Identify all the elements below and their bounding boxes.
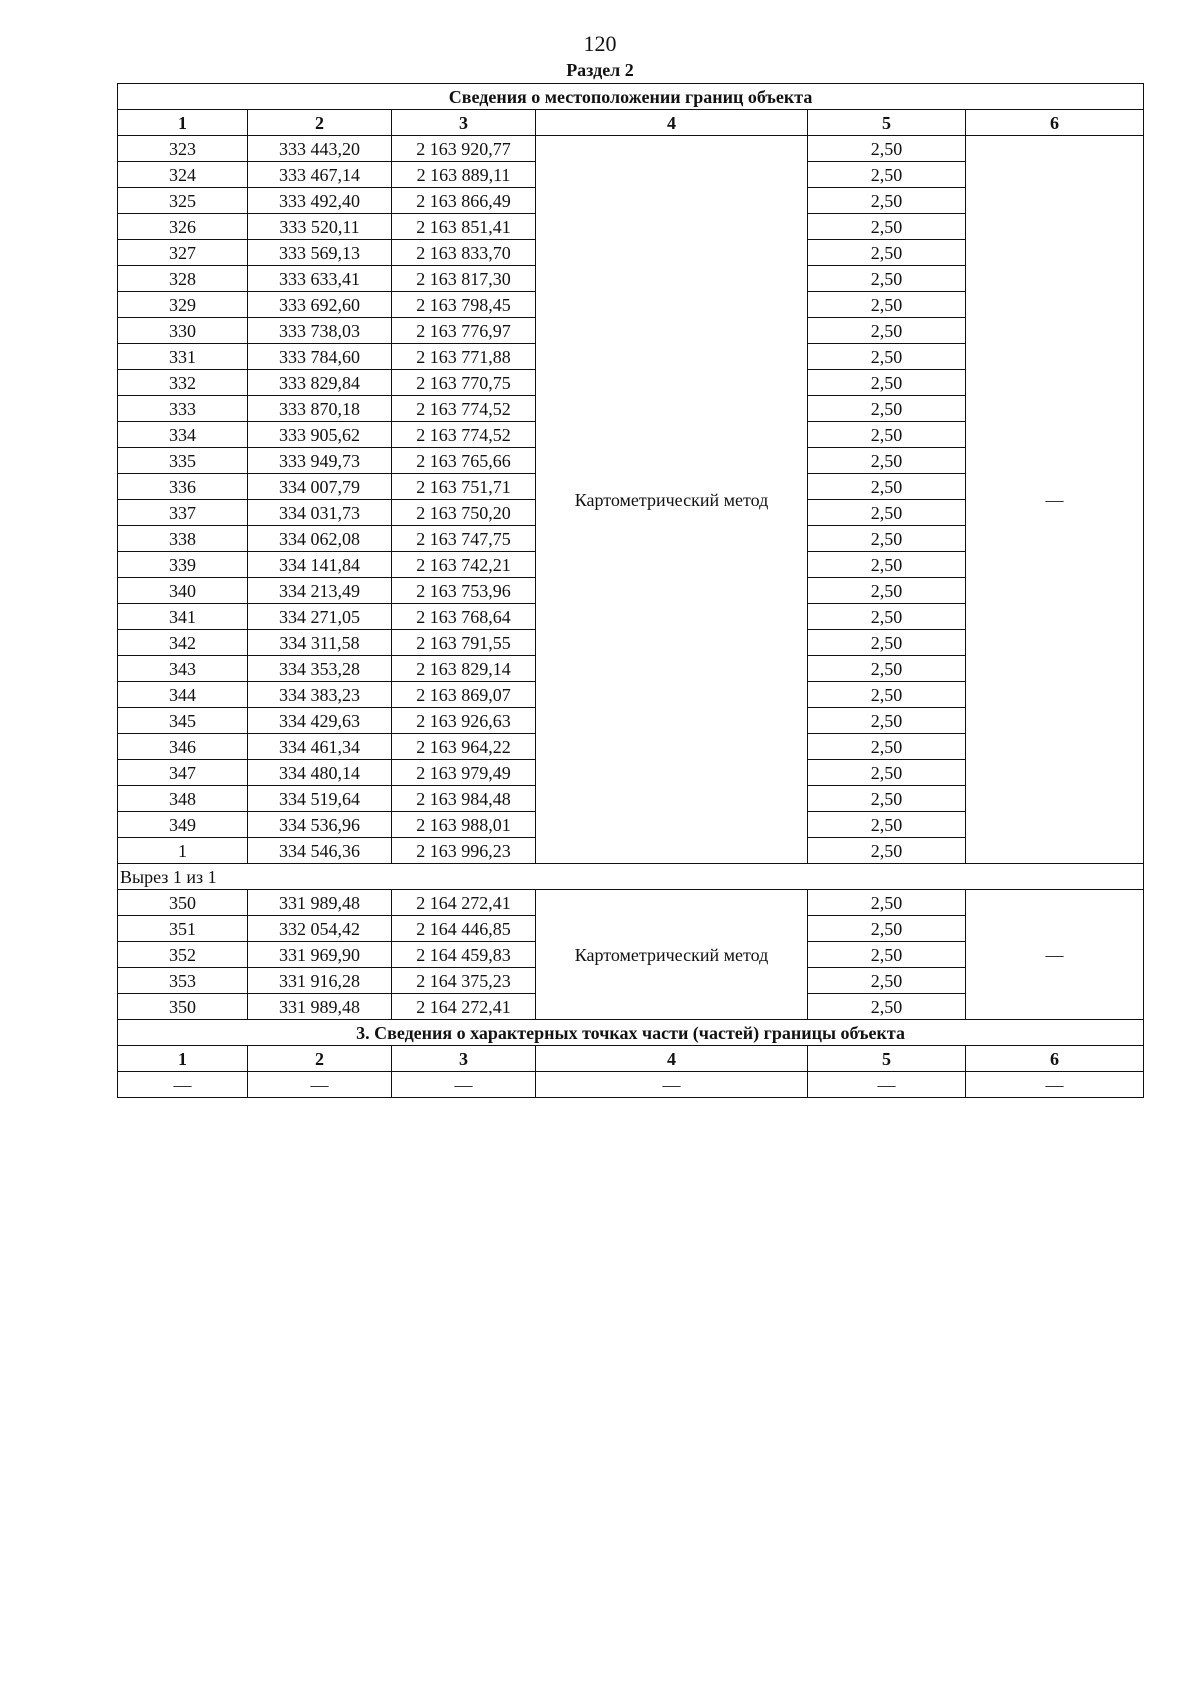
coordinate-y: 2 163 964,22 <box>392 734 536 760</box>
subsection-label: Вырез 1 из 1 <box>118 864 1144 890</box>
accuracy-value: 2,50 <box>808 942 966 968</box>
coordinate-y: 2 163 791,55 <box>392 630 536 656</box>
point-number: 339 <box>118 552 248 578</box>
point-number: 353 <box>118 968 248 994</box>
point-number: 347 <box>118 760 248 786</box>
coordinate-y: 2 164 272,41 <box>392 890 536 916</box>
accuracy-value: 2,50 <box>808 188 966 214</box>
section3-title-row <box>118 1020 1144 1046</box>
coordinate-y: 2 164 446,85 <box>392 916 536 942</box>
coordinate-y: 2 163 984,48 <box>392 786 536 812</box>
point-number: 338 <box>118 526 248 552</box>
column-header: 4 <box>536 110 808 136</box>
coordinate-y: 2 163 920,77 <box>392 136 536 162</box>
coordinate-y: 2 163 753,96 <box>392 578 536 604</box>
table-title: Сведения о местоположении границ объекта <box>118 84 1144 110</box>
column-header: 6 <box>966 110 1144 136</box>
point-number: 328 <box>118 266 248 292</box>
accuracy-value: 2,50 <box>808 994 966 1020</box>
coordinate-x: 331 969,90 <box>248 942 392 968</box>
accuracy-value: 2,50 <box>808 422 966 448</box>
accuracy-value: 2,50 <box>808 552 966 578</box>
coordinate-y: 2 163 926,63 <box>392 708 536 734</box>
point-number: 350 <box>118 994 248 1020</box>
page-number: 120 <box>583 31 617 56</box>
section3-header-row <box>118 1046 1144 1072</box>
point-number: 1 <box>118 838 248 864</box>
point-number: 334 <box>118 422 248 448</box>
point-number: 336 <box>118 474 248 500</box>
coordinate-x: 333 738,03 <box>248 318 392 344</box>
accuracy-value: 2,50 <box>808 578 966 604</box>
column-header-row <box>118 110 1144 136</box>
table-title-row <box>118 84 1144 110</box>
coordinate-y: 2 163 771,88 <box>392 344 536 370</box>
coordinate-y: 2 163 866,49 <box>392 188 536 214</box>
coordinate-y: 2 163 770,75 <box>392 370 536 396</box>
coordinate-x: 331 989,48 <box>248 994 392 1020</box>
coordinate-x: 334 062,08 <box>248 526 392 552</box>
block1-method: Картометрический метод <box>536 136 808 864</box>
column-header: 2 <box>248 110 392 136</box>
coordinate-x: 331 916,28 <box>248 968 392 994</box>
table-row <box>118 890 1144 916</box>
point-number: 349 <box>118 812 248 838</box>
coordinate-x: 334 480,14 <box>248 760 392 786</box>
coordinate-x: 334 461,34 <box>248 734 392 760</box>
coordinate-x: 333 692,60 <box>248 292 392 318</box>
column-header: 3 <box>392 110 536 136</box>
point-number: 342 <box>118 630 248 656</box>
column-header: 4 <box>536 1046 808 1072</box>
coordinate-y: 2 163 751,71 <box>392 474 536 500</box>
coordinate-y: 2 163 798,45 <box>392 292 536 318</box>
coordinate-x: 334 546,36 <box>248 838 392 864</box>
subsection-row <box>118 864 1144 890</box>
block2-col6: — <box>966 890 1144 1020</box>
coordinate-x: 333 949,73 <box>248 448 392 474</box>
point-number: 351 <box>118 916 248 942</box>
coordinate-x: 333 829,84 <box>248 370 392 396</box>
accuracy-value: 2,50 <box>808 448 966 474</box>
coordinate-y: 2 163 750,20 <box>392 500 536 526</box>
coordinate-y: 2 164 459,83 <box>392 942 536 968</box>
accuracy-value: 2,50 <box>808 266 966 292</box>
coordinate-y: 2 164 375,23 <box>392 968 536 994</box>
coordinate-y: 2 163 869,07 <box>392 682 536 708</box>
point-number: 323 <box>118 136 248 162</box>
accuracy-value: 2,50 <box>808 318 966 344</box>
point-number: 348 <box>118 786 248 812</box>
point-number: 343 <box>118 656 248 682</box>
point-number: 326 <box>118 214 248 240</box>
coordinate-x: 331 989,48 <box>248 890 392 916</box>
empty-value: — <box>966 1072 1144 1098</box>
accuracy-value: 2,50 <box>808 162 966 188</box>
accuracy-value: 2,50 <box>808 370 966 396</box>
coordinate-x: 334 271,05 <box>248 604 392 630</box>
coordinate-x: 332 054,42 <box>248 916 392 942</box>
column-header: 6 <box>966 1046 1144 1072</box>
empty-value: — <box>392 1072 536 1098</box>
accuracy-value: 2,50 <box>808 760 966 786</box>
coordinate-x: 334 353,28 <box>248 656 392 682</box>
column-header: 1 <box>118 1046 248 1072</box>
boundary-table <box>117 83 1144 1098</box>
point-number: 341 <box>118 604 248 630</box>
point-number: 345 <box>118 708 248 734</box>
section3-data-row <box>118 1072 1144 1098</box>
point-number: 327 <box>118 240 248 266</box>
empty-value: — <box>536 1072 808 1098</box>
coordinate-y: 2 163 829,14 <box>392 656 536 682</box>
section3-title: 3. Сведения о характерных точках части (частей) границы объекта <box>118 1020 1144 1046</box>
point-number: 324 <box>118 162 248 188</box>
accuracy-value: 2,50 <box>808 630 966 656</box>
column-header: 5 <box>808 110 966 136</box>
coordinate-x: 333 443,20 <box>248 136 392 162</box>
coordinate-x: 333 784,60 <box>248 344 392 370</box>
coordinate-x: 333 569,13 <box>248 240 392 266</box>
point-number: 350 <box>118 890 248 916</box>
point-number: 331 <box>118 344 248 370</box>
coordinate-x: 333 870,18 <box>248 396 392 422</box>
accuracy-value: 2,50 <box>808 526 966 552</box>
accuracy-value: 2,50 <box>808 708 966 734</box>
point-number: 329 <box>118 292 248 318</box>
accuracy-value: 2,50 <box>808 136 966 162</box>
coordinate-x: 333 633,41 <box>248 266 392 292</box>
accuracy-value: 2,50 <box>808 682 966 708</box>
column-header: 2 <box>248 1046 392 1072</box>
coordinate-x: 334 383,23 <box>248 682 392 708</box>
accuracy-value: 2,50 <box>808 396 966 422</box>
accuracy-value: 2,50 <box>808 214 966 240</box>
coordinate-y: 2 163 742,21 <box>392 552 536 578</box>
coordinate-x: 334 429,63 <box>248 708 392 734</box>
coordinate-x: 333 520,11 <box>248 214 392 240</box>
accuracy-value: 2,50 <box>808 656 966 682</box>
point-number: 352 <box>118 942 248 968</box>
empty-value: — <box>118 1072 248 1098</box>
point-number: 332 <box>118 370 248 396</box>
coordinate-y: 2 163 776,97 <box>392 318 536 344</box>
coordinate-y: 2 163 817,30 <box>392 266 536 292</box>
block1-col6: — <box>966 136 1144 864</box>
accuracy-value: 2,50 <box>808 838 966 864</box>
empty-value: — <box>248 1072 392 1098</box>
point-number: 330 <box>118 318 248 344</box>
accuracy-value: 2,50 <box>808 344 966 370</box>
section-label: Раздел 2 <box>566 60 634 80</box>
accuracy-value: 2,50 <box>808 916 966 942</box>
point-number: 344 <box>118 682 248 708</box>
coordinate-x: 333 467,14 <box>248 162 392 188</box>
coordinate-x: 334 519,64 <box>248 786 392 812</box>
coordinate-y: 2 164 272,41 <box>392 994 536 1020</box>
accuracy-value: 2,50 <box>808 890 966 916</box>
coordinate-x: 334 213,49 <box>248 578 392 604</box>
accuracy-value: 2,50 <box>808 812 966 838</box>
coordinate-x: 334 311,58 <box>248 630 392 656</box>
coordinate-y: 2 163 988,01 <box>392 812 536 838</box>
coordinate-x: 334 007,79 <box>248 474 392 500</box>
coordinate-y: 2 163 979,49 <box>392 760 536 786</box>
column-header: 1 <box>118 110 248 136</box>
point-number: 333 <box>118 396 248 422</box>
point-number: 335 <box>118 448 248 474</box>
table-row <box>118 136 1144 162</box>
coordinate-y: 2 163 996,23 <box>392 838 536 864</box>
coordinate-y: 2 163 747,75 <box>392 526 536 552</box>
empty-value: — <box>808 1072 966 1098</box>
accuracy-value: 2,50 <box>808 292 966 318</box>
coordinate-y: 2 163 774,52 <box>392 396 536 422</box>
column-header: 5 <box>808 1046 966 1072</box>
accuracy-value: 2,50 <box>808 604 966 630</box>
column-header: 3 <box>392 1046 536 1072</box>
point-number: 337 <box>118 500 248 526</box>
accuracy-value: 2,50 <box>808 240 966 266</box>
coordinate-x: 334 141,84 <box>248 552 392 578</box>
coordinate-y: 2 163 765,66 <box>392 448 536 474</box>
point-number: 346 <box>118 734 248 760</box>
accuracy-value: 2,50 <box>808 968 966 994</box>
coordinate-y: 2 163 851,41 <box>392 214 536 240</box>
coordinate-y: 2 163 774,52 <box>392 422 536 448</box>
accuracy-value: 2,50 <box>808 474 966 500</box>
coordinate-y: 2 163 833,70 <box>392 240 536 266</box>
coordinate-x: 334 031,73 <box>248 500 392 526</box>
coordinate-y: 2 163 889,11 <box>392 162 536 188</box>
block2-method: Картометрический метод <box>536 890 808 1020</box>
accuracy-value: 2,50 <box>808 786 966 812</box>
point-number: 340 <box>118 578 248 604</box>
accuracy-value: 2,50 <box>808 734 966 760</box>
coordinate-x: 333 492,40 <box>248 188 392 214</box>
point-number: 325 <box>118 188 248 214</box>
coordinate-x: 333 905,62 <box>248 422 392 448</box>
coordinate-x: 334 536,96 <box>248 812 392 838</box>
accuracy-value: 2,50 <box>808 500 966 526</box>
coordinate-y: 2 163 768,64 <box>392 604 536 630</box>
